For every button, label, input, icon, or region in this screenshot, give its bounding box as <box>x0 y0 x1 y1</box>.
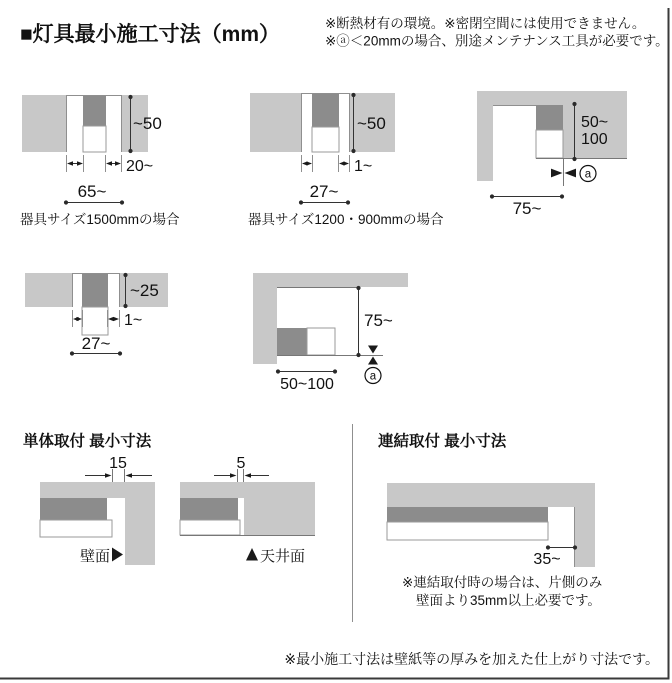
header <box>20 15 669 49</box>
arrowhead <box>105 473 112 478</box>
arrowhead <box>115 161 121 166</box>
dim-dot <box>276 369 280 373</box>
arrowhead <box>230 473 237 478</box>
width-label: 65~ <box>77 182 107 201</box>
depth-label: ~50 <box>357 114 386 133</box>
width-label: 75~ <box>512 199 542 218</box>
arrowhead <box>108 317 114 321</box>
linked-note-1: ※連結取付時の場合は、片側のみ <box>402 575 603 590</box>
fixture-body <box>536 105 563 130</box>
fixture-housing <box>307 328 335 355</box>
dim-dot <box>546 545 550 549</box>
arrowhead <box>245 473 252 478</box>
dim-dot <box>356 286 360 290</box>
dim-dot <box>128 95 132 99</box>
dim-dot <box>120 200 124 204</box>
ceiling-pointer-icon <box>246 548 258 561</box>
figure-shallow-recess <box>25 273 168 356</box>
depth-label: ~50 <box>133 114 162 133</box>
page-title: ■灯具最小施工寸法（mm） <box>20 23 281 46</box>
footer-note: ※最小施工寸法は壁紙等の厚みを加えた仕上がり寸法です。 <box>284 651 659 667</box>
arrowhead <box>126 473 133 478</box>
width-label: 27~ <box>81 334 111 353</box>
figure-corner-mount <box>253 273 408 393</box>
dim-dot <box>118 351 122 355</box>
figure-recess-1500 <box>20 95 180 227</box>
dim-dot <box>70 351 74 355</box>
a-arrow-up <box>368 357 378 365</box>
depth-label-line2: 100 <box>581 131 608 148</box>
dim-dot <box>128 149 132 153</box>
section-single-mount <box>23 431 315 565</box>
dim-dot <box>356 353 360 357</box>
fixture-body <box>277 328 307 355</box>
header-note-1: ※断熱材有の環境。※密閉空間には使用できません。 <box>325 16 646 31</box>
ceiling-slab <box>40 482 155 498</box>
fixture-housing <box>387 522 548 540</box>
dim-dot <box>572 102 576 106</box>
figure-caption: 器具サイズ1200・900mmの場合 <box>248 212 444 227</box>
fixture-body <box>83 96 106 126</box>
section-title: 連結取付 最小寸法 <box>378 433 507 450</box>
ceiling-gap-label: 5 <box>236 455 246 472</box>
fixture-body <box>387 507 548 522</box>
fixture-housing <box>536 130 563 158</box>
height-label: 75~ <box>364 311 393 330</box>
a-arrow-right <box>565 169 577 178</box>
dim-dot <box>333 369 337 373</box>
figure-recess-1200-900 <box>248 93 444 227</box>
wall-surface-label: 壁面 <box>79 548 110 565</box>
dim-dot <box>351 149 355 153</box>
width-label: 27~ <box>309 182 339 201</box>
dim-dot <box>572 157 576 161</box>
arrowhead <box>344 161 350 165</box>
header-note-2: ※ⓐ＜20mmの場合、別途メンテナンス工具が必要です。 <box>325 33 669 49</box>
arrowhead <box>67 161 73 166</box>
depth-label: ~25 <box>130 281 159 300</box>
a-arrow-left <box>551 169 563 178</box>
arrowhead <box>77 317 83 321</box>
dim-dot <box>64 200 68 204</box>
wall-section <box>125 498 155 565</box>
circled-a-label: a <box>584 168 592 181</box>
arrowhead <box>307 161 313 165</box>
width-label: 50~100 <box>280 376 334 393</box>
fixture-housing <box>312 127 339 152</box>
arrowhead <box>114 317 120 321</box>
fixture-body <box>40 498 107 520</box>
fixture-body <box>82 274 108 307</box>
a-arrow-down <box>368 346 378 354</box>
fixture-body <box>180 498 238 520</box>
circled-a-label: a <box>369 370 377 383</box>
fixture-housing <box>40 520 112 537</box>
gap-label: 35~ <box>533 551 561 568</box>
edge-gap-label: 20~ <box>126 158 154 175</box>
dim-dot <box>490 194 494 198</box>
ceiling-surface-block <box>244 498 315 535</box>
dim-dot <box>346 200 350 204</box>
linked-note-2: 壁面より35mm以上必要です。 <box>416 593 601 608</box>
dim-dot <box>123 304 127 308</box>
dim-dot <box>560 194 564 198</box>
dim-dot <box>573 545 577 549</box>
fixture-body <box>312 94 339 127</box>
wall-pointer-icon <box>112 548 123 562</box>
ceiling-slab <box>180 482 315 498</box>
ceiling-surface-label: 天井面 <box>260 548 306 565</box>
section-title: 単体取付 最小寸法 <box>23 433 152 450</box>
fixture-housing <box>180 520 240 535</box>
figure-caption: 器具サイズ1500mmの場合 <box>20 212 180 227</box>
fixture-housing <box>82 307 108 335</box>
dim-dot <box>299 200 303 204</box>
dim-dot <box>351 93 355 97</box>
fixture-housing <box>83 126 106 152</box>
dim-dot <box>123 273 127 277</box>
depth-label-line1: 50~ <box>581 114 609 131</box>
figure-side-mount <box>477 91 627 218</box>
arrowhead <box>106 161 112 166</box>
edge-gap-label: 1~ <box>354 158 373 175</box>
wall-gap-label: 15 <box>109 455 127 472</box>
section-linked-mount <box>378 431 602 608</box>
edge-gap-label: 1~ <box>124 312 143 329</box>
arrowhead <box>77 161 83 166</box>
